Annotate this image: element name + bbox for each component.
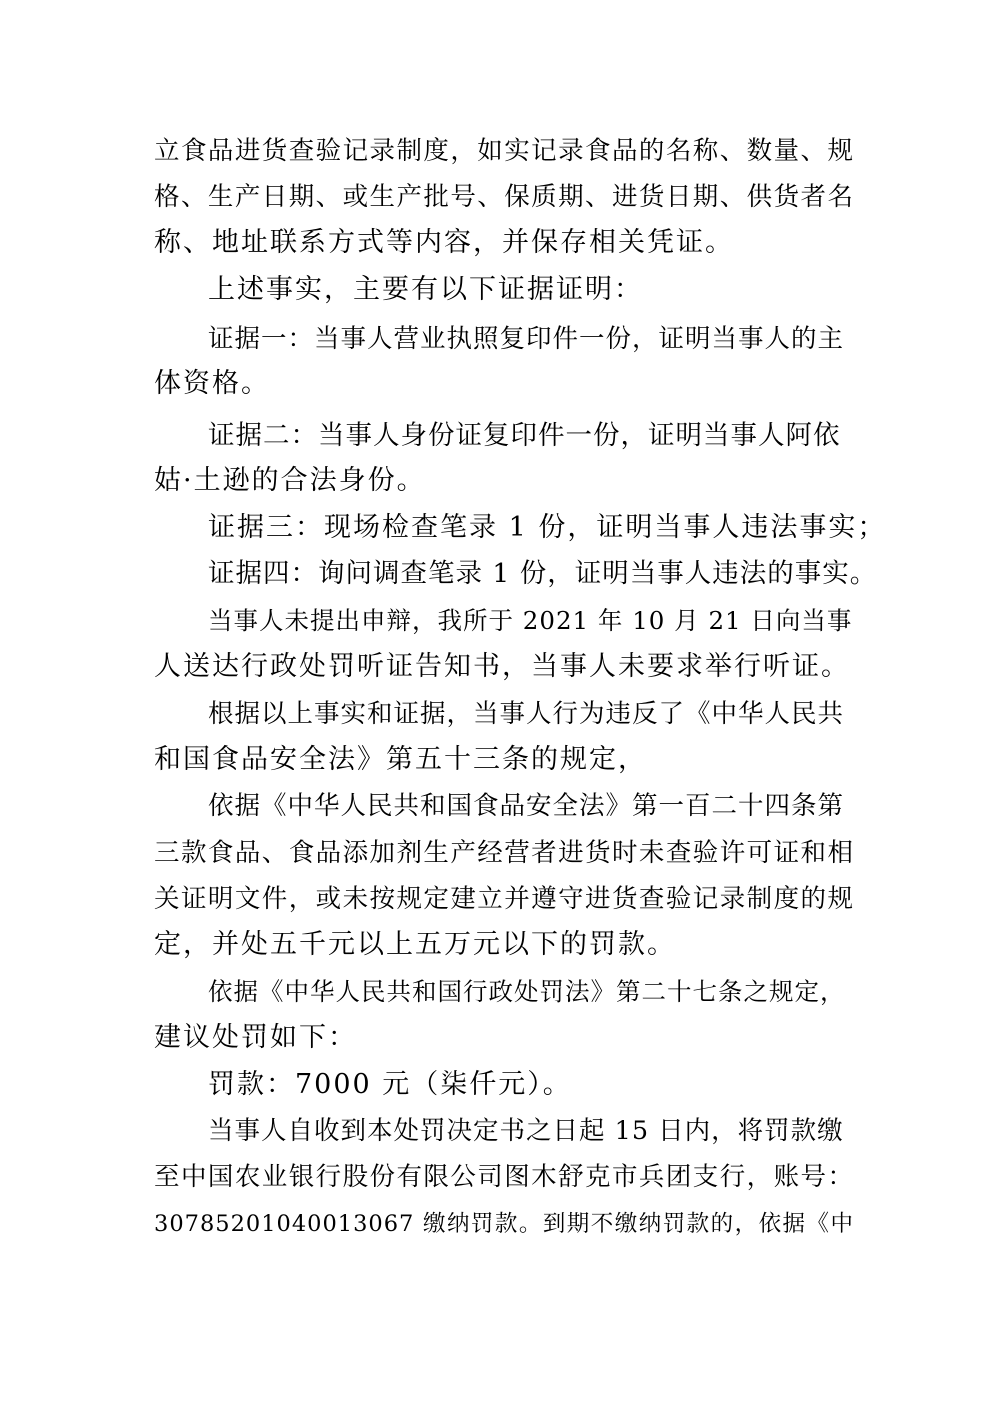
- text-line: 体资格。: [154, 368, 270, 399]
- text-line: 人送达行政处罚听证告知书，当事人未要求举行听证。: [154, 651, 850, 682]
- text-line: 三款食品、食品添加剂生产经营者进货时未查验许可证和相: [154, 838, 854, 868]
- text-line: 罚款：7000 元（柒仟元）。: [208, 1069, 572, 1100]
- text-line: 证据四：询问调查笔录 1 份，证明当事人违法的事实。: [208, 558, 878, 589]
- text-line: 和国食品安全法》第五十三条的规定，: [154, 744, 647, 775]
- text-line: 依据《中华人民共和国食品安全法》第一百二十四条第: [208, 791, 845, 821]
- text-line: 证据三：现场检查笔录 1 份，证明当事人违法事实；: [208, 512, 887, 543]
- text-line: 根据以上事实和证据，当事人行为违反了《中华人民共: [208, 699, 845, 729]
- text-line: 称、地址联系方式等内容，并保存相关凭证。: [154, 227, 734, 258]
- text-line: 立食品进货查验记录制度，如实记录食品的名称、数量、规: [154, 136, 854, 166]
- text-line: 关证明文件，或未按规定建立并遵守进货查验记录制度的规: [154, 884, 854, 914]
- text-line: 定，并处五千元以上五万元以下的罚款。: [154, 929, 676, 960]
- text-line: 30785201040013067 缴纳罚款。到期不缴纳罚款的，依据《中: [154, 1211, 854, 1237]
- text-line: 当事人自收到本处罚决定书之日起 15 日内，将罚款缴: [208, 1116, 844, 1146]
- text-line: 证据一：当事人营业执照复印件一份，证明当事人的主: [208, 324, 845, 354]
- text-line: 依据《中华人民共和国行政处罚法》第二十七条之规定，: [208, 977, 846, 1006]
- text-line: 证据二：当事人身份证复印件一份，证明当事人阿依: [208, 420, 841, 451]
- text-line: 至中国农业银行股份有限公司图木舒克市兵团支行，账号：: [154, 1162, 854, 1192]
- text-line: 建议处罚如下：: [154, 1022, 357, 1053]
- text-line: 当事人未提出申辩，我所于 2021 年 10 月 21 日向当事: [208, 606, 853, 635]
- text-line: 上述事实，主要有以下证据证明：: [208, 274, 643, 305]
- text-line: 格、生产日期、或生产批号、保质期、进货日期、供货者名: [154, 182, 854, 212]
- text-line: 姑·土逊的合法身份。: [154, 465, 426, 496]
